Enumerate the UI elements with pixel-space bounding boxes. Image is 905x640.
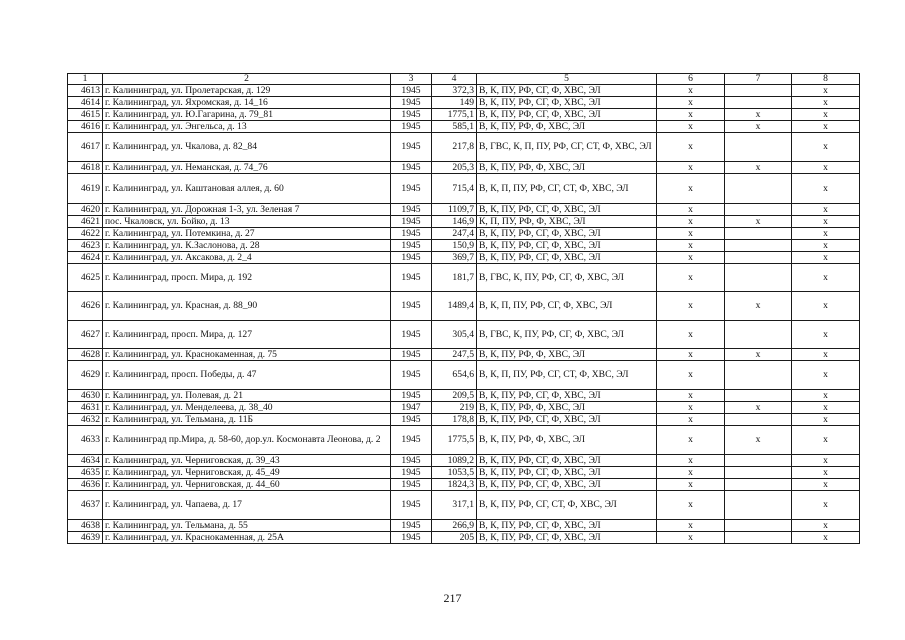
year-cell: 1945	[391, 532, 432, 544]
column-6-mark: х	[657, 133, 725, 162]
column-8-mark: х	[792, 264, 860, 292]
year-cell: 1945	[391, 414, 432, 426]
year-cell: 1945	[391, 240, 432, 252]
column-header-8: 8	[792, 74, 860, 85]
area-cell: 247,4	[432, 228, 477, 240]
column-8-mark: х	[792, 390, 860, 402]
elements-cell: К, П, ПУ, РФ, Ф, ХВС, ЭЛ	[477, 216, 657, 228]
year-cell: 1947	[391, 402, 432, 414]
row-number: 4629	[68, 361, 103, 390]
year-cell: 1945	[391, 349, 432, 361]
table-row	[68, 390, 860, 402]
elements-cell: В, К, ПУ, РФ, СГ, Ф, ХВС, ЭЛ	[477, 204, 657, 216]
address-cell: г. Калининград, ул. Потемкина, д. 27	[103, 228, 391, 240]
column-6-mark: х	[657, 174, 725, 204]
row-number: 4619	[68, 174, 103, 204]
area-cell: 146,9	[432, 216, 477, 228]
column-7-mark: х	[725, 402, 792, 414]
elements-cell: В, К, ПУ, РФ, Ф, ХВС, ЭЛ	[477, 162, 657, 174]
table-row	[68, 109, 860, 121]
elements-cell: В, К, ПУ, РФ, СГ, СТ, Ф, ХВС, ЭЛ	[477, 491, 657, 520]
table-row	[68, 216, 860, 228]
column-7-mark	[725, 174, 792, 204]
column-7-mark	[725, 97, 792, 109]
table-body	[68, 85, 860, 544]
row-number: 4639	[68, 532, 103, 544]
column-7-mark	[725, 361, 792, 390]
row-number: 4618	[68, 162, 103, 174]
area-cell: 178,8	[432, 414, 477, 426]
column-8-mark: х	[792, 479, 860, 491]
column-8-mark: х	[792, 426, 860, 455]
column-8-mark: х	[792, 162, 860, 174]
column-6-mark: х	[657, 121, 725, 133]
year-cell: 1945	[391, 204, 432, 216]
column-6-mark: х	[657, 361, 725, 390]
row-number: 4636	[68, 479, 103, 491]
table-row	[68, 162, 860, 174]
address-cell: г. Калининград, ул. Менделеева, д. 38_40	[103, 402, 391, 414]
address-cell: г. Калининград, ул. Черниговская, д. 39_43	[103, 455, 391, 467]
row-number: 4623	[68, 240, 103, 252]
column-7-mark	[725, 532, 792, 544]
column-8-mark: х	[792, 252, 860, 264]
elements-cell: В, К, ПУ, РФ, СГ, Ф, ХВС, ЭЛ	[477, 455, 657, 467]
column-7-mark	[725, 321, 792, 349]
column-7-mark	[725, 414, 792, 426]
elements-cell: В, К, ПУ, РФ, Ф, ХВС, ЭЛ	[477, 402, 657, 414]
column-8-mark: х	[792, 216, 860, 228]
area-cell: 305,4	[432, 321, 477, 349]
column-8-mark: х	[792, 520, 860, 532]
area-cell: 1109,7	[432, 204, 477, 216]
column-7-mark	[725, 228, 792, 240]
address-cell: г. Калининград, ул. Ю.Гагарина, д. 79_81	[103, 109, 391, 121]
row-number: 4633	[68, 426, 103, 455]
address-cell: пос. Чкаловск, ул. Бойко, д. 13	[103, 216, 391, 228]
table-row	[68, 264, 860, 292]
column-7-mark	[725, 85, 792, 97]
table-row	[68, 228, 860, 240]
column-6-mark: х	[657, 532, 725, 544]
area-cell: 715,4	[432, 174, 477, 204]
column-header-4: 4	[432, 74, 477, 85]
column-6-mark: х	[657, 520, 725, 532]
table-row	[68, 532, 860, 544]
elements-cell: В, К, ПУ, РФ, СГ, Ф, ХВС, ЭЛ	[477, 467, 657, 479]
address-cell: г. Калининград пр.Мира, д. 58-60, дор.ул. Космонавта Леонова, д. 2	[103, 426, 391, 455]
column-7-mark	[725, 204, 792, 216]
column-8-mark: х	[792, 85, 860, 97]
column-header-7: 7	[725, 74, 792, 85]
table-row	[68, 204, 860, 216]
column-7-mark	[725, 240, 792, 252]
column-6-mark: х	[657, 467, 725, 479]
row-number: 4627	[68, 321, 103, 349]
address-cell: г. Калининград, ул. Тельмана, д. 11Б	[103, 414, 391, 426]
area-cell: 150,9	[432, 240, 477, 252]
table-row	[68, 349, 860, 361]
page-number: 217	[443, 591, 462, 605]
elements-cell: В, К, ПУ, РФ, СГ, Ф, ХВС, ЭЛ	[477, 532, 657, 544]
address-cell: г. Калининград, ул. Полевая, д. 21	[103, 390, 391, 402]
year-cell: 1945	[391, 174, 432, 204]
address-cell: г. Калининград, ул. К.Заслонова, д. 28	[103, 240, 391, 252]
elements-cell: В, ГВС, К, ПУ, РФ, СГ, Ф, ХВС, ЭЛ	[477, 264, 657, 292]
area-cell: 205	[432, 532, 477, 544]
area-cell: 369,7	[432, 252, 477, 264]
column-7-mark: х	[725, 162, 792, 174]
column-header-1: 1	[68, 74, 103, 85]
column-header-6: 6	[657, 74, 725, 85]
address-cell: г. Калининград, ул. Тельмана, д. 55	[103, 520, 391, 532]
year-cell: 1945	[391, 216, 432, 228]
year-cell: 1945	[391, 390, 432, 402]
column-7-mark	[725, 467, 792, 479]
address-cell: г. Калининград, ул. Неманская, д. 74_76	[103, 162, 391, 174]
area-cell: 205,3	[432, 162, 477, 174]
column-6-mark: х	[657, 85, 725, 97]
address-cell: г. Калининград, ул. Пролетарская, д. 129	[103, 85, 391, 97]
table-row	[68, 491, 860, 520]
year-cell: 1945	[391, 252, 432, 264]
column-8-mark: х	[792, 414, 860, 426]
header-row	[68, 74, 860, 85]
table-row	[68, 520, 860, 532]
area-cell: 1053,5	[432, 467, 477, 479]
column-8-mark: х	[792, 240, 860, 252]
row-number: 4615	[68, 109, 103, 121]
table-row	[68, 292, 860, 321]
elements-cell: В, К, ПУ, РФ, Ф, ХВС, ЭЛ	[477, 121, 657, 133]
table-row	[68, 479, 860, 491]
year-cell: 1945	[391, 520, 432, 532]
row-number: 4630	[68, 390, 103, 402]
row-number: 4614	[68, 97, 103, 109]
row-number: 4625	[68, 264, 103, 292]
table-row	[68, 252, 860, 264]
column-8-mark: х	[792, 532, 860, 544]
column-7-mark	[725, 264, 792, 292]
row-number: 4613	[68, 85, 103, 97]
table-row	[68, 121, 860, 133]
elements-cell: В, К, ПУ, РФ, СГ, Ф, ХВС, ЭЛ	[477, 240, 657, 252]
year-cell: 1945	[391, 85, 432, 97]
table-row	[68, 97, 860, 109]
year-cell: 1945	[391, 97, 432, 109]
column-7-mark	[725, 491, 792, 520]
elements-cell: В, К, ПУ, РФ, СГ, Ф, ХВС, ЭЛ	[477, 109, 657, 121]
column-8-mark: х	[792, 349, 860, 361]
column-7-mark	[725, 252, 792, 264]
area-cell: 654,6	[432, 361, 477, 390]
row-number: 4635	[68, 467, 103, 479]
elements-cell: В, ГВС, К, ПУ, РФ, СГ, Ф, ХВС, ЭЛ	[477, 321, 657, 349]
column-6-mark: х	[657, 321, 725, 349]
elements-cell: В, К, ПУ, РФ, СГ, Ф, ХВС, ЭЛ	[477, 479, 657, 491]
row-number: 4620	[68, 204, 103, 216]
area-cell: 585,1	[432, 121, 477, 133]
area-cell: 1489,4	[432, 292, 477, 321]
column-7-mark	[725, 133, 792, 162]
column-header-5: 5	[477, 74, 657, 85]
table-row	[68, 467, 860, 479]
table-row	[68, 414, 860, 426]
row-number: 4632	[68, 414, 103, 426]
column-7-mark: х	[725, 349, 792, 361]
row-number: 4628	[68, 349, 103, 361]
table-row	[68, 361, 860, 390]
column-7-mark: х	[725, 216, 792, 228]
row-number: 4634	[68, 455, 103, 467]
elements-cell: В, К, ПУ, РФ, СГ, Ф, ХВС, ЭЛ	[477, 414, 657, 426]
column-8-mark: х	[792, 321, 860, 349]
elements-cell: В, К, ПУ, РФ, Ф, ХВС, ЭЛ	[477, 349, 657, 361]
elements-cell: В, К, П, ПУ, РФ, СГ, СТ, Ф, ХВС, ЭЛ	[477, 174, 657, 204]
column-6-mark: х	[657, 162, 725, 174]
column-8-mark: х	[792, 402, 860, 414]
address-cell: г. Калининград, просп. Победы, д. 47	[103, 361, 391, 390]
table-row	[68, 240, 860, 252]
year-cell: 1945	[391, 455, 432, 467]
year-cell: 1945	[391, 162, 432, 174]
row-number: 4637	[68, 491, 103, 520]
year-cell: 1945	[391, 264, 432, 292]
column-6-mark: х	[657, 390, 725, 402]
row-number: 4631	[68, 402, 103, 414]
column-8-mark: х	[792, 455, 860, 467]
elements-cell: В, К, ПУ, РФ, СГ, Ф, ХВС, ЭЛ	[477, 390, 657, 402]
area-cell: 217,8	[432, 133, 477, 162]
column-8-mark: х	[792, 133, 860, 162]
column-6-mark: х	[657, 402, 725, 414]
row-number: 4626	[68, 292, 103, 321]
elements-cell: В, К, ПУ, РФ, СГ, Ф, ХВС, ЭЛ	[477, 85, 657, 97]
year-cell: 1945	[391, 109, 432, 121]
elements-cell: В, К, П, ПУ, РФ, СГ, СТ, Ф, ХВС, ЭЛ	[477, 361, 657, 390]
row-number: 4621	[68, 216, 103, 228]
area-cell: 1089,2	[432, 455, 477, 467]
area-cell: 372,3	[432, 85, 477, 97]
address-cell: г. Калининград, ул. Яхромская, д. 14_16	[103, 97, 391, 109]
area-cell: 317,1	[432, 491, 477, 520]
address-cell: г. Калининград, просп. Мира, д. 192	[103, 264, 391, 292]
area-cell: 1775,5	[432, 426, 477, 455]
table-row	[68, 133, 860, 162]
table-row	[68, 321, 860, 349]
column-8-mark: х	[792, 361, 860, 390]
address-cell: г. Калининград, ул. Красная, д. 88_90	[103, 292, 391, 321]
elements-cell: В, К, П, ПУ, РФ, СГ, Ф, ХВС, ЭЛ	[477, 292, 657, 321]
column-7-mark	[725, 520, 792, 532]
column-8-mark: х	[792, 292, 860, 321]
column-7-mark: х	[725, 426, 792, 455]
address-cell: г. Калининград, ул. Аксакова, д. 2_4	[103, 252, 391, 264]
column-6-mark: х	[657, 491, 725, 520]
column-6-mark: х	[657, 349, 725, 361]
column-7-mark	[725, 390, 792, 402]
row-number: 4624	[68, 252, 103, 264]
column-8-mark: х	[792, 174, 860, 204]
area-cell: 247,5	[432, 349, 477, 361]
column-6-mark: х	[657, 414, 725, 426]
address-cell: г. Калининград, ул. Черниговская, д. 45_49	[103, 467, 391, 479]
column-6-mark: х	[657, 97, 725, 109]
address-cell: г. Калининград, ул. Чкалова, д. 82_84	[103, 133, 391, 162]
column-6-mark: х	[657, 216, 725, 228]
column-6-mark: х	[657, 228, 725, 240]
column-7-mark: х	[725, 292, 792, 321]
column-6-mark: х	[657, 479, 725, 491]
column-header-2: 2	[103, 74, 391, 85]
column-6-mark: х	[657, 252, 725, 264]
column-7-mark	[725, 455, 792, 467]
elements-cell: В, К, ПУ, РФ, СГ, Ф, ХВС, ЭЛ	[477, 228, 657, 240]
column-8-mark: х	[792, 491, 860, 520]
table-row	[68, 402, 860, 414]
address-cell: г. Калининград, ул. Дорожная 1-3, ул. Зеленая 7	[103, 204, 391, 216]
column-8-mark: х	[792, 121, 860, 133]
column-6-mark: х	[657, 204, 725, 216]
register-table	[67, 73, 860, 544]
column-8-mark: х	[792, 228, 860, 240]
row-number: 4617	[68, 133, 103, 162]
table-row	[68, 85, 860, 97]
address-cell: г. Калининград, ул. Краснокаменная, д. 25А	[103, 532, 391, 544]
address-cell: г. Калининград, ул. Чапаева, д. 17	[103, 491, 391, 520]
column-6-mark: х	[657, 240, 725, 252]
area-cell: 209,5	[432, 390, 477, 402]
year-cell: 1945	[391, 426, 432, 455]
year-cell: 1945	[391, 133, 432, 162]
year-cell: 1945	[391, 121, 432, 133]
address-cell: г. Калининград, ул. Черниговская, д. 44_60	[103, 479, 391, 491]
column-header-3: 3	[391, 74, 432, 85]
address-cell: г. Калининград, ул. Энгельса, д. 13	[103, 121, 391, 133]
column-6-mark: х	[657, 426, 725, 455]
column-7-mark	[725, 479, 792, 491]
year-cell: 1945	[391, 467, 432, 479]
area-cell: 181,7	[432, 264, 477, 292]
elements-cell: В, К, ПУ, РФ, СГ, Ф, ХВС, ЭЛ	[477, 252, 657, 264]
column-7-mark: х	[725, 109, 792, 121]
elements-cell: В, К, ПУ, РФ, СГ, Ф, ХВС, ЭЛ	[477, 97, 657, 109]
area-cell: 219	[432, 402, 477, 414]
year-cell: 1945	[391, 292, 432, 321]
area-cell: 1824,3	[432, 479, 477, 491]
row-number: 4616	[68, 121, 103, 133]
table-row	[68, 455, 860, 467]
year-cell: 1945	[391, 491, 432, 520]
address-cell: г. Калининград, ул. Краснокаменная, д. 75	[103, 349, 391, 361]
column-8-mark: х	[792, 204, 860, 216]
column-8-mark: х	[792, 109, 860, 121]
area-cell: 149	[432, 97, 477, 109]
address-cell: г. Калининград, ул. Каштановая аллея, д. 60	[103, 174, 391, 204]
area-cell: 266,9	[432, 520, 477, 532]
year-cell: 1945	[391, 361, 432, 390]
elements-cell: В, ГВС, К, П, ПУ, РФ, СГ, СТ, Ф, ХВС, ЭЛ	[477, 133, 657, 162]
column-6-mark: х	[657, 455, 725, 467]
area-cell: 1775,1	[432, 109, 477, 121]
column-6-mark: х	[657, 109, 725, 121]
row-number: 4622	[68, 228, 103, 240]
year-cell: 1945	[391, 228, 432, 240]
address-cell: г. Калининград, просп. Мира, д. 127	[103, 321, 391, 349]
elements-cell: В, К, ПУ, РФ, СГ, Ф, ХВС, ЭЛ	[477, 520, 657, 532]
column-8-mark: х	[792, 467, 860, 479]
table-row	[68, 174, 860, 204]
column-8-mark: х	[792, 97, 860, 109]
column-6-mark: х	[657, 292, 725, 321]
elements-cell: В, К, ПУ, РФ, Ф, ХВС, ЭЛ	[477, 426, 657, 455]
column-6-mark: х	[657, 264, 725, 292]
year-cell: 1945	[391, 479, 432, 491]
table-row	[68, 426, 860, 455]
row-number: 4638	[68, 520, 103, 532]
year-cell: 1945	[391, 321, 432, 349]
column-7-mark: х	[725, 121, 792, 133]
